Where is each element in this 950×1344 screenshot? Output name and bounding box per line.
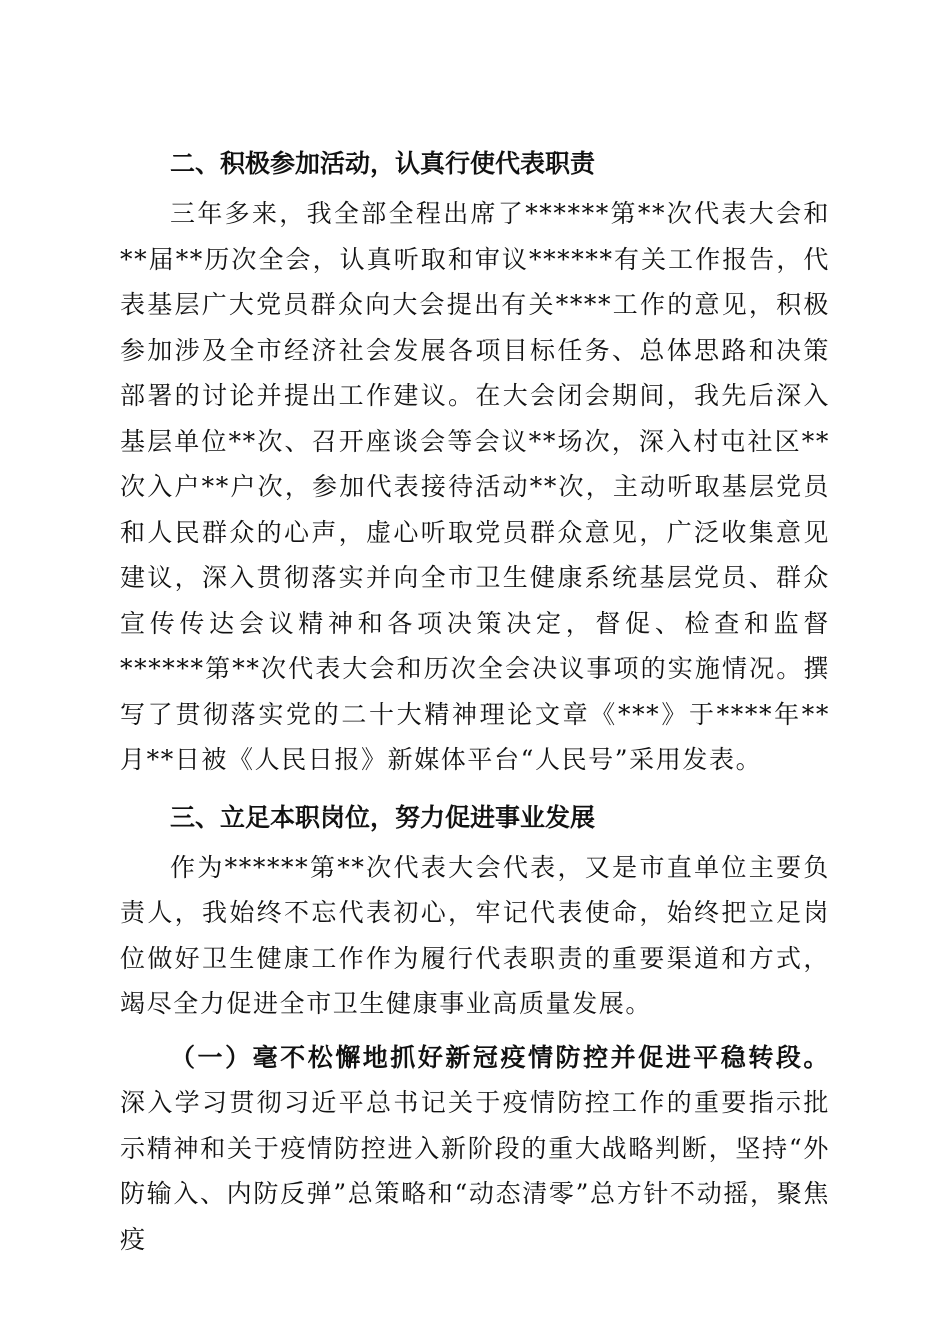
section-3-paragraph: 作为******第**次代表大会代表，又是市直单位主要负责人，我始终不忘代表初心，牢记代表使命，始终把立足岗位做好卫生健康工作作为履行代表职责的重要渠道和方式，竭尽全力促进全市卫生健康事业高质量发展。: [120, 852, 830, 1018]
spacer: [120, 783, 830, 791]
section-3-heading: 三、立足本职岗位，努力促进事业发展: [170, 802, 596, 832]
section-3-item-1-title: （一）毫不松懈地抓好新冠疫情防控并促进平稳转段。: [170, 1042, 830, 1072]
spacer: [120, 1027, 830, 1035]
section-2-paragraph: 三年多来，我全部全程出席了******第**次代表大会和**届**历次全会，认真听取和审议******有关工作报告，代表基层广大党员群众向大会提出有关****工作的意见，积极参加涉及全市经济社会发展各项目标任务、总体思路和决策部署的讨论并提出工作建议。在大会闭会期间，我先后深入基层单位**次、召开座谈会等会议**场次，深入村屯社区**次入户**户次，参加代表接待活动**次，主动听取基层党员和人民群众的心声，虚心听取党员群众意见，广泛收集意见建议，深入贯彻落实并向全市卫生健康系统基层党员、群众宣传传达会议精神和各项决策决定，督促、检查和监督******第**次代表大会和历次全会决议事项的实施情况。撰写了贯彻落实党的二十大精神理论文章《***》于****年**月**日被《人民日报》新媒体平台“人民号”采用发表。: [120, 199, 830, 774]
section-3-item-1: [120, 1035, 830, 1263]
section-2-heading: 二、积极参加活动，认真行使代表职责: [170, 149, 596, 178]
section-3-item-1-body: 深入学习贯彻习近平总书记关于疫情防控工作的重要指示批示精神和关于疫情防控进入新阶段的重大战略判断，坚持“外防输入、内防反弹”总策略和“动态清零”总方针不动摇，聚焦疫: [120, 1088, 830, 1254]
document-body: [120, 137, 830, 1262]
